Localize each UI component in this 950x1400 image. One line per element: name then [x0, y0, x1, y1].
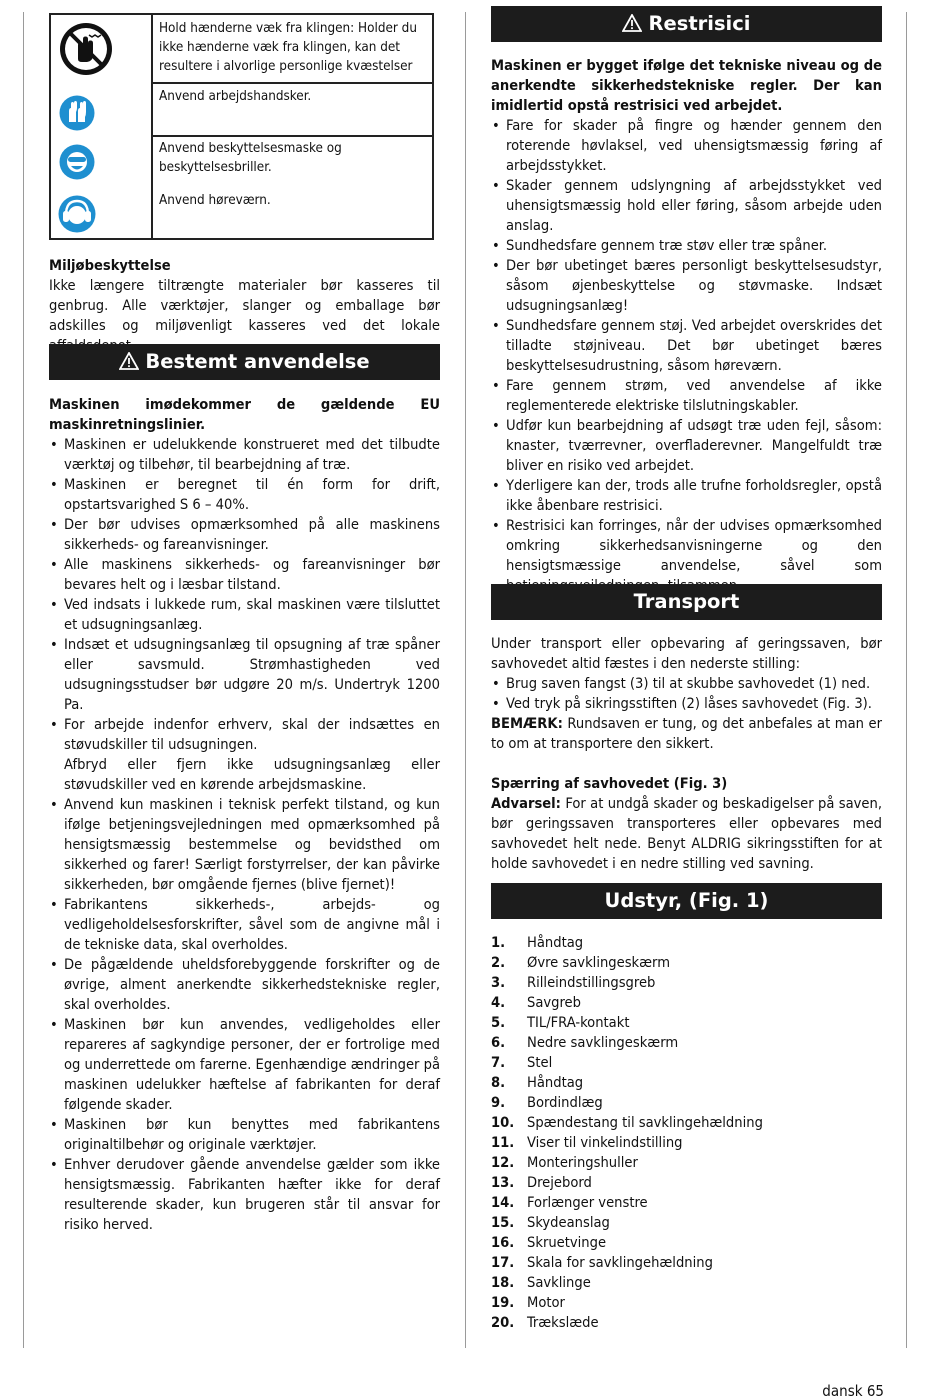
lock-heading: Spærring af savhovedet (Fig. 3): [491, 775, 728, 792]
right-margin-rule: [906, 12, 907, 1348]
list-item: 6. Nedre savklingeskærm: [491, 1034, 679, 1051]
residual-risks-title: Restrisici: [648, 12, 751, 35]
safety-text-ear: Anvend høreværn.: [159, 193, 271, 208]
residual-risks-list: [491, 116, 882, 596]
list-item: • Maskinen er udelukkende konstrueret med det tilbudte værktøj og tilbehør, til bearbejdning af træ.: [49, 435, 440, 475]
residual-risks-body: [491, 56, 882, 596]
list-item: 3. Rilleindstillingsgreb: [491, 974, 656, 991]
list-item: • Skader gennem udslyngning af arbejdsstykket ved uhensigtsmæssig hold eller føring, såsom arbejde uden anslag.: [491, 176, 882, 236]
list-item: • Der bør udvises opmærksomhed på alle maskinens sikkerheds- og fareanvisninger.: [49, 515, 440, 555]
transport-title: Transport: [633, 590, 740, 613]
list-item: 17. Skala for savklingehældning: [491, 1254, 713, 1271]
equipment-title: Udstyr, (Fig. 1): [604, 889, 769, 912]
environment-text: Ikke længere tiltrængte materialer bør kasseres til genbrug. Alle værktøjer, slanger og emballage bør adskilles og miljøvenligt kasseres ved det lokale: [49, 277, 440, 334]
list-item: • Sundhedsfare gennem træ støv eller træ spåner.: [491, 236, 882, 256]
warning-triangle-icon: [119, 352, 139, 370]
list-item: • Maskinen bør kun anvendes, vedligeholdes eller repareres af sagkyndige personer, der er fortrolige med og underrettede om farerne. Egenhændige ændringer på maskinen udelukker hæftelse af fabrikanten for deraf følgende skader.: [49, 1015, 440, 1115]
face-mask-goggles-icon: [59, 144, 95, 184]
safety-symbols-table: [49, 13, 434, 240]
list-item-extra: Afbryd eller fjern ikke udsugningsanlæg eller støvudskiller ved en kørende arbejdsmaskine.: [64, 756, 440, 793]
equipment-list: [491, 933, 882, 1333]
transport-body: [491, 634, 882, 874]
list-item: 12. Monteringshuller: [491, 1154, 638, 1171]
safety-text-hands: Hold hænderne væk fra klingen: Holder du ikke hænderne væk fra klingen, kan det resultere i alvorlige personlige kvæstelser: [159, 21, 417, 74]
list-item: • Ved indsats i lukkede rum, skal maskinen være tilsluttet et udsugningsanlæg.: [49, 595, 440, 635]
list-item: • Alle maskinens sikkerheds- og fareanvisninger bør bevares helt og i læsbar tilstand.: [49, 555, 440, 595]
intended-use-list: [49, 435, 440, 1235]
list-item: • Anvend kun maskinen i teknisk perfekt tilstand, og kun ifølge betjeningsvejledningen med opmærksomhed på hensigtsmæssig bestemmelse og bevidsthed om sikkerhed og farer! Særligt forstyrrelser, der kan påvirke sikkerheden, bør omgående fjernes (blive fjernet)!: [49, 795, 440, 895]
list-item: 5. TIL/FRA-kontakt: [491, 1014, 630, 1031]
environment-heading: Miljøbeskyttelse: [49, 257, 171, 274]
list-item: 8. Håndtag: [491, 1074, 584, 1091]
list-item: 2. Øvre savklingeskærm: [491, 954, 670, 971]
list-item: • Restrisici kan forringes, når der udvises opmærksomhed omkring sikkerhedsanvisningerne og den hensigtsmæssige anvendelse, såvel som: [491, 516, 882, 596]
list-item: 20. Trækslæde: [491, 1314, 599, 1331]
list-item: 4. Savgreb: [491, 994, 581, 1011]
transport-list: [491, 674, 882, 714]
equipment-header: [491, 883, 882, 919]
page-number: dansk 65: [822, 1382, 884, 1400]
intended-use-header: [49, 344, 440, 380]
list-item: • Fare for skader på fingre og hænder gennem den roterende høvlaksel, ved uhensigtsmæssig føring af arbejdsstykket.: [491, 116, 882, 176]
list-item: • Fabrikantens sikkerheds-, arbejds- og vedligeholdelsesforskrifter, såvel som de angivne mål i de tekniske data, skal overholdes.: [49, 895, 440, 955]
list-item: • Sundhedsfare gennem støj. Ved arbejdet overskrides det tilladte støjniveau. Det bør ubetinget bæres beskyttelsesudrustning, såsom høreværn.: [491, 316, 882, 376]
intended-use-body: [49, 395, 440, 1235]
list-item: • De pågældende uheldsforebyggende forskrifter og de øvrige, alment anerkendte sikkerhedstekniske regler, skal overholdes.: [49, 955, 440, 1015]
environment-section: [49, 256, 440, 356]
list-item: • Fare gennem strøm, ved anvendelse af ikke reglementerede elektriske tilslutningskabler.: [491, 376, 882, 416]
list-item: • For arbejde indenfor erhverv, skal der indsættes en støvudskiller til udsugningen. Afbryd eller fjern ikke udsugningsanlæg eller støvudskiller ved en kørende arbejdsmaskine.: [49, 715, 440, 795]
intended-use-intro: Maskinen imødekommer de gældende EU maskinretningslinier.: [49, 396, 440, 433]
list-item: • Udfør kun bearbejdning af udsøgt træ uden fejl, såsom: knaster, tværrevner, overfladerevner. Mangelfuldt træ bliver en risiko ved arbejdet.: [491, 416, 882, 476]
list-item: 1. Håndtag: [491, 934, 584, 951]
list-item: • Brug saven fangst (3) til at skubbe savhovedet (1) ned.: [491, 674, 882, 694]
list-item: • Ved tryk på sikringsstiften (2) låses savhovedet (Fig. 3).: [491, 694, 882, 714]
list-item: 15. Skydeanslag: [491, 1214, 610, 1231]
list-item: • Der bør ubetinget bæres personligt beskyttelsesudstyr, såsom øjenbeskyttelse og støvmaske. Indsæt udsugningsanlæg!: [491, 256, 882, 316]
safety-text-gloves: Anvend arbejdshandsker.: [159, 89, 312, 104]
list-item: 11. Viser til vinkelindstilling: [491, 1134, 683, 1151]
list-item: • Maskinen bør kun benyttes med fabrikantens originaltilbehør og originale værktøjer.: [49, 1115, 440, 1155]
intended-use-title: Bestemt anvendelse: [145, 350, 370, 373]
transport-note: BEMÆRK: Rundsaven er tung, og det anbefales at man er to om at transportere den sikkert.: [491, 715, 882, 752]
list-item: • Enhver derudover gående anvendelse gælder som ikke hensigtsmæssig. Fabrikanten hæfter ikke for deraf resulterende skader, kun brugeren står til ansvar for risiko herved.: [49, 1155, 440, 1235]
transport-warning: Advarsel: For at undgå skader og beskadigelser på saven, bør geringssaven transporteres eller opbevares med savhovedet helt nede. Benyt ALDRIG sikringsstiften for at holde savhovedet i en nedre stilling ved savning.: [491, 795, 882, 872]
list-item: • Indsæt et udsugningsanlæg til opsugning af træ spåner eller savsmuld. Strømhastigheden ved udsugningsstudser bør udgøre 20 m/s. Undertryk 1200 Pa.: [49, 635, 440, 715]
list-item: 7. Stel: [491, 1054, 553, 1071]
residual-risks-header: [491, 6, 882, 42]
safety-text-mask: Anvend beskyttelsesmaske og beskyttelsesbriller.: [159, 141, 342, 175]
list-item: 14. Forlænger venstre: [491, 1194, 648, 1211]
list-item: • Yderligere kan der, trods alle trufne forholdsregler, opstå ikke åbenbare restrisici.: [491, 476, 882, 516]
list-item: 9. Bordindlæg: [491, 1094, 603, 1111]
list-item: 19. Motor: [491, 1294, 565, 1311]
gloves-icon: [59, 95, 95, 135]
list-item: 16. Skruetvinge: [491, 1234, 607, 1251]
list-item: 13. Drejebord: [491, 1174, 592, 1191]
list-item: • Maskinen er beregnet til én form for drift, opstartsvarighed S 6 – 40%.: [49, 475, 440, 515]
warning-triangle-icon: [622, 14, 642, 32]
residual-risks-intro: Maskinen er bygget ifølge det tekniske niveau og de anerkendte sikkerhedstekniske regler. Der kan imidlertid opstå restrisici ved arbejdet.: [491, 57, 882, 114]
transport-header: [491, 584, 882, 620]
ear-protection-icon: [58, 195, 96, 237]
list-item: 18. Savklinge: [491, 1274, 591, 1291]
list-item: 10. Spændestang til savklingehældning: [491, 1114, 763, 1131]
center-column-rule: [465, 12, 466, 1348]
left-margin-rule: [23, 12, 24, 1348]
no-hands-icon: [58, 21, 114, 81]
transport-intro: Under transport eller opbevaring af geringssaven, bør savhovedet altid fæstes i den nederste stilling:: [491, 635, 882, 672]
